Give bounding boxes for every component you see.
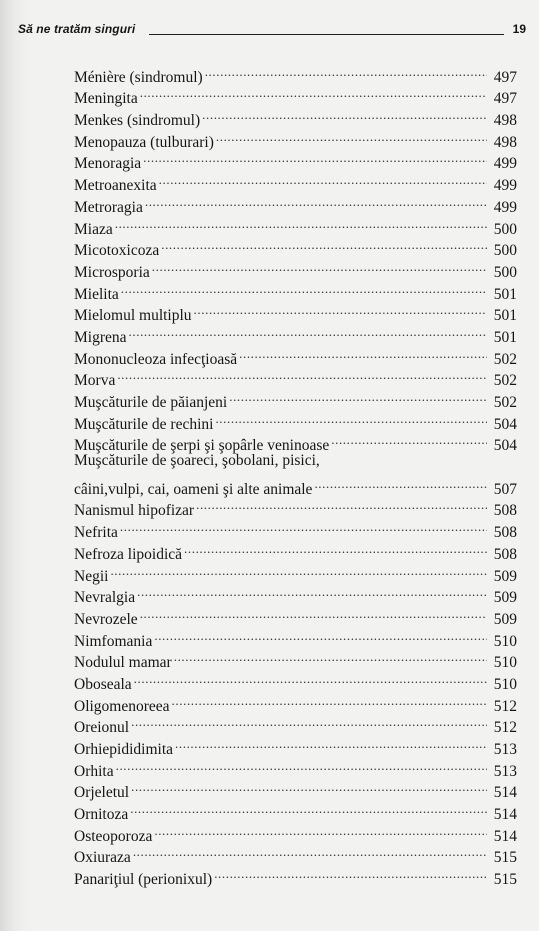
toc-entry-page: 497 <box>493 68 517 86</box>
toc-entry <box>74 103 517 130</box>
toc-entry-page: 502 <box>493 394 517 411</box>
dot-leader <box>239 342 487 364</box>
toc-entry-label: Metroragia <box>74 198 143 216</box>
toc-entry-label: Menopauza (tulburari) <box>74 133 214 151</box>
toc-entry-label: Mielita <box>74 285 119 303</box>
table-of-contents <box>74 60 517 889</box>
toc-entry-page: 499 <box>493 155 517 173</box>
toc-entry <box>74 754 517 780</box>
toc-entry-page: 500 <box>493 263 517 281</box>
dot-leader <box>133 841 487 863</box>
dot-leader <box>130 797 487 819</box>
toc-entry-label: Muşcăturile de păianjeni <box>74 394 228 411</box>
toc-entry <box>74 819 517 845</box>
toc-entry-page: 510 <box>493 675 517 693</box>
toc-entry-page: 508 <box>493 545 517 563</box>
toc-entry-label: Nevrozele <box>74 610 138 628</box>
toc-entry-page: 501 <box>493 328 517 346</box>
toc-entry-page: 513 <box>493 762 517 780</box>
toc-entry-label: Micotoxicoza <box>74 242 160 260</box>
toc-entry-label: Muşcăturile de şerpi şi şopârle veninoase <box>74 437 330 455</box>
dot-leader <box>172 689 487 711</box>
toc-entry-page: 497 <box>493 90 517 108</box>
toc-entry <box>74 602 517 628</box>
dot-leader <box>117 364 487 386</box>
toc-entry-page: 508 <box>493 502 517 520</box>
toc-entry-page: 514 <box>493 784 517 802</box>
toc-entry-page: 514 <box>493 806 517 824</box>
toc-entry-page: 507 <box>493 480 517 498</box>
toc-entry-page: 515 <box>493 871 517 889</box>
toc-entry-page: 515 <box>493 849 517 867</box>
toc-entry-page: 513 <box>493 741 517 759</box>
toc-entry-label: Oboseala <box>74 675 132 693</box>
toc-entry-label: Oligomenoreea <box>74 697 170 715</box>
dot-leader <box>205 60 487 82</box>
toc-entry-label: Microsporia <box>74 263 150 281</box>
toc-entry-label: Mononucleoza infecţioasă <box>74 350 238 368</box>
dot-leader <box>120 515 487 537</box>
toc-entry <box>74 689 517 715</box>
toc-entry-page: 502 <box>493 372 517 390</box>
toc-entry-label: Orhiepididimita <box>74 741 174 759</box>
toc-entry-line2 <box>74 472 517 498</box>
dot-leader <box>194 299 487 321</box>
toc-entry <box>74 776 517 802</box>
toc-entry-label: Oreionul <box>74 719 130 737</box>
dot-leader <box>202 103 487 125</box>
dot-leader <box>314 472 487 494</box>
toc-entry-page: 500 <box>493 242 517 260</box>
toc-entry <box>74 277 517 303</box>
dot-leader <box>140 602 487 624</box>
header-rule <box>149 34 504 35</box>
book-title: Să ne tratăm singuri <box>18 22 136 36</box>
toc-entry <box>74 841 517 867</box>
dot-leader <box>110 559 487 581</box>
dot-leader <box>175 732 487 754</box>
dot-leader <box>115 212 487 234</box>
toc-entry <box>74 212 517 238</box>
dot-leader <box>159 168 487 190</box>
toc-entry-label: Nodulul mamar <box>74 654 172 672</box>
dot-leader <box>152 255 487 277</box>
toc-entry-label: Nefroza lipoidică <box>74 545 183 563</box>
dot-leader <box>116 754 487 776</box>
toc-entry-page: 509 <box>493 589 517 607</box>
toc-entry-label: Meningita <box>74 90 138 108</box>
toc-entry-page: 500 <box>493 220 517 238</box>
dot-leader <box>134 667 487 689</box>
dot-leader <box>154 819 487 841</box>
toc-entry-label: Osteoporoza <box>74 827 153 845</box>
toc-entry-page: 512 <box>493 697 517 715</box>
toc-entry-label: Panariţiul (perionixul) <box>74 871 213 889</box>
toc-entry <box>74 515 517 542</box>
toc-entry-label: Menoragia <box>74 155 142 173</box>
toc-entry <box>74 797 517 824</box>
toc-entry-page: 509 <box>493 567 517 585</box>
toc-entry-label: Nefrita <box>74 524 118 542</box>
toc-entry-page: 504 <box>493 415 517 433</box>
dot-leader <box>214 862 487 884</box>
dot-leader <box>143 147 487 169</box>
dot-leader <box>140 82 487 104</box>
toc-entry-label-continued: câini,vulpi, cai, oameni şi alte animale <box>74 480 313 498</box>
toc-entry <box>74 711 517 737</box>
toc-entry-page: 499 <box>493 198 517 216</box>
dot-leader <box>137 581 487 603</box>
toc-entry-label: Miaza <box>74 220 113 238</box>
toc-entry-label: Negii <box>74 567 109 585</box>
toc-entry-label: Oxiuraza <box>74 849 131 867</box>
toc-entry-label: Mielomul multiplu <box>74 307 192 325</box>
toc-entry-page: 501 <box>493 307 517 325</box>
toc-entry <box>74 581 517 607</box>
toc-entry <box>74 559 517 585</box>
toc-entry-page: 512 <box>493 719 517 737</box>
toc-entry-label: Nanismul hipofizar <box>74 502 195 520</box>
toc-entry-label: Orjeletul <box>74 784 130 802</box>
toc-entry <box>74 450 517 498</box>
page-number: 19 <box>512 22 526 36</box>
running-header <box>18 22 526 40</box>
toc-entry-page: 509 <box>493 610 517 628</box>
toc-entry-label: Nimfomania <box>74 632 153 650</box>
dot-leader <box>154 624 487 646</box>
dot-leader <box>229 385 487 407</box>
toc-entry-label: Muşcăturile de şoareci, şobolani, pisici, <box>74 452 320 470</box>
dot-leader <box>215 407 487 429</box>
toc-entry <box>74 82 517 108</box>
toc-entry-page: 498 <box>493 112 517 130</box>
toc-entry-page: 508 <box>493 524 517 542</box>
toc-entry-page: 499 <box>493 177 517 195</box>
toc-entry-page: 504 <box>493 437 517 455</box>
toc-entry-label: Ménière (sindromul) <box>74 68 203 86</box>
toc-entry <box>74 342 517 368</box>
toc-entry-page: 498 <box>493 133 517 151</box>
toc-entry <box>74 624 517 650</box>
dot-leader <box>196 494 487 516</box>
dot-leader <box>331 429 487 451</box>
dot-leader <box>184 537 487 559</box>
toc-entry <box>74 299 517 325</box>
dot-leader <box>121 277 487 299</box>
dot-leader <box>174 646 487 668</box>
dot-leader <box>161 234 487 256</box>
dot-leader <box>129 320 487 342</box>
toc-entry-label: Orhita <box>74 762 114 780</box>
toc-entry-label: Muşcăturile de rechini <box>74 415 214 433</box>
toc-entry-page: 510 <box>493 632 517 650</box>
toc-entry-label: Menkes (sindromul) <box>74 112 201 130</box>
toc-entry <box>74 364 517 390</box>
toc-entry-label: Migrena <box>74 328 127 346</box>
toc-entry-page: 510 <box>493 654 517 672</box>
toc-entry <box>74 732 517 759</box>
toc-entry <box>74 667 517 693</box>
toc-entry-label: Metroanexita <box>74 177 157 195</box>
toc-entry-label: Ornitoza <box>74 806 129 824</box>
toc-entry-label: Nevralgia <box>74 589 136 607</box>
dot-leader <box>131 776 487 798</box>
dot-leader <box>131 711 487 733</box>
toc-entry-label: Morva <box>74 372 116 390</box>
toc-entry-page: 502 <box>493 350 517 368</box>
toc-entry <box>74 537 517 563</box>
toc-entry <box>74 320 517 346</box>
toc-entry <box>74 385 517 411</box>
toc-entry <box>74 862 517 889</box>
toc-entry <box>74 234 517 260</box>
toc-entry <box>74 60 517 86</box>
toc-entry-page: 501 <box>493 285 517 303</box>
dot-leader <box>145 190 487 212</box>
dot-leader <box>216 125 487 147</box>
toc-entry-page: 514 <box>493 827 517 845</box>
